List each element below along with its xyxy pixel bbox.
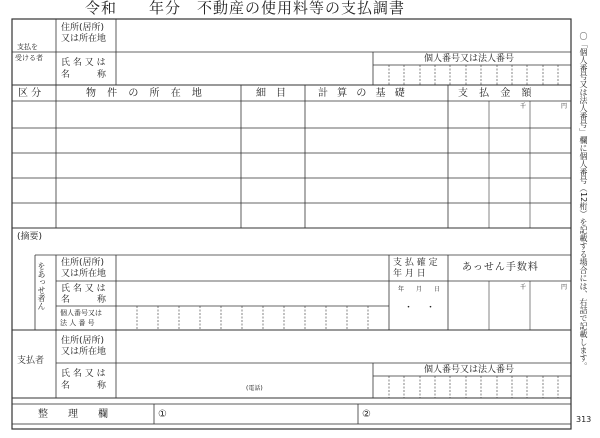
reference-mark-1: ①	[158, 409, 167, 420]
payer-phone-label: (電話)	[246, 385, 263, 392]
payee-number-field[interactable]	[374, 66, 570, 84]
payer-address-label-1: 住所(居所)	[61, 336, 105, 346]
broker-name-label-1: 氏 名 又 は	[61, 284, 106, 294]
header-calculation-basis: 計 算 の 基 礎	[318, 88, 408, 99]
broker-number-label-1: 個人番号又は	[60, 309, 102, 317]
broker-number-field[interactable]	[117, 307, 388, 329]
payee-section-label-2: 受ける者	[15, 54, 43, 62]
payee-name-label-1: 氏 名 又 は	[61, 58, 106, 68]
pay-date-label-2: 年 月 日	[393, 269, 426, 279]
table-row[interactable]	[13, 154, 570, 177]
payer-name-field[interactable]	[118, 364, 372, 397]
broker-unit-thousand: 千	[520, 284, 527, 291]
payee-address-label-1: 住所(居所)	[61, 23, 105, 33]
pay-date-field[interactable]	[390, 282, 447, 329]
payer-address-field[interactable]	[118, 331, 570, 362]
broker-number-label-2: 法 人 番 号	[60, 319, 95, 327]
payee-name-label-2: 名 称	[61, 70, 107, 80]
pay-date-units: 年 月 日	[398, 286, 441, 293]
broker-name-field[interactable]	[118, 282, 388, 305]
table-row[interactable]	[13, 204, 570, 227]
payer-number-field[interactable]	[374, 377, 570, 397]
payer-section-label: 支払者	[17, 356, 45, 366]
brokerage-fee-field[interactable]	[449, 282, 570, 329]
header-details: 細 目	[256, 88, 286, 99]
payee-section-label-1: 支払を	[17, 43, 38, 51]
payee-name-field[interactable]	[118, 53, 372, 84]
table-row[interactable]	[13, 179, 570, 202]
form-number: 313	[576, 415, 592, 424]
broker-address-label-1: 住所(居所)	[61, 258, 105, 268]
pay-date-dots: ・ ・	[404, 303, 438, 313]
remarks-label: (摘要)	[17, 232, 43, 242]
table-unit-yen: 円	[561, 103, 568, 110]
table-row[interactable]	[13, 129, 570, 152]
brokerage-fee-label: あっせん手数料	[462, 262, 539, 273]
payee-address-field[interactable]	[118, 20, 570, 51]
form-title: 令和 年分 不動産の使用料等の支払調書	[85, 0, 406, 17]
broker-vertical-label: をあっせ者ん	[37, 262, 46, 310]
payer-address-label-2: 又は所在地	[61, 347, 107, 357]
broker-name-label-2: 名 称	[61, 295, 107, 305]
pay-date-label-1: 支 払 確 定	[393, 258, 438, 268]
broker-unit-yen: 円	[561, 284, 568, 291]
payer-number-header: 個人番号又は法人番号	[424, 365, 515, 375]
table-unit-thousand: 千	[520, 103, 527, 110]
reference-label: 整 理 欄	[38, 409, 108, 420]
reference-mark-2: ②	[362, 409, 371, 420]
table-row[interactable]	[13, 102, 570, 127]
payer-name-label-1: 氏 名 又 は	[61, 369, 106, 379]
reference-field-2[interactable]	[374, 405, 570, 423]
payer-name-label-2: 名 称	[61, 381, 107, 391]
header-payment-amount: 支 払 金 額	[458, 88, 536, 99]
header-category: 区 分	[18, 88, 42, 99]
broker-address-label-2: 又は所在地	[61, 269, 107, 279]
reference-field-1[interactable]	[170, 405, 357, 423]
side-note: 〇「個人番号又は法人番号」欄に個人番号（12桁）を記載する場合には、右詰で記載します。	[579, 32, 588, 371]
broker-address-field[interactable]	[118, 256, 388, 280]
payee-number-header: 個人番号又は法人番号	[424, 54, 515, 64]
remarks-field[interactable]	[60, 230, 570, 254]
payee-address-label-2: 又は所在地	[61, 34, 107, 44]
header-property-location: 物 件 の 所 在 地	[86, 88, 206, 99]
